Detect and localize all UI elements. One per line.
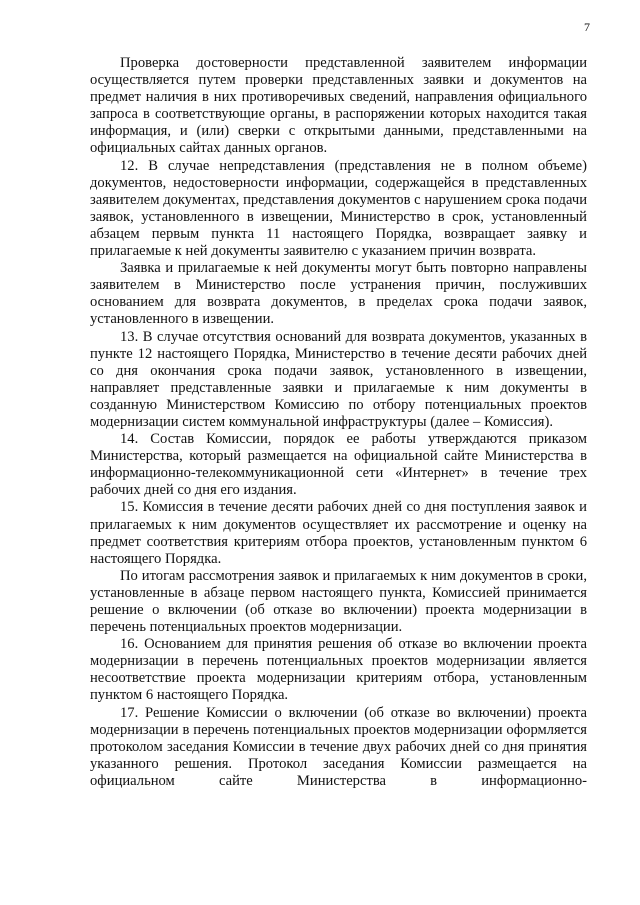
paragraph-resubmission: Заявка и прилагаемые к ней документы могут быть повторно направлены заявителем в Министерство после устранения причин, послуживших основанием для возврата документов, в пределах срока подачи заявок, установленного в извещении. — [90, 260, 587, 328]
paragraph-item-14: 14. Состав Комиссии, порядок ее работы утверждаются приказом Министерства, который размещается на официальной сайте Министерства в информационно-телекоммуникационной сети «Интернет» в течение трех рабочих дней со дня его издания. — [90, 431, 587, 499]
paragraph-review-results: По итогам рассмотрения заявок и прилагаемых к ним документов в сроки, установленные в абзаце первом настоящего пункта, Комиссией принимается решение о включении (об отказе во включении) проекта модернизации в перечень потенциальных проектов модернизации. — [90, 567, 587, 636]
paragraph-item-16: 16. Основанием для принятия решения об отказе во включении проекта модернизации в перечень потенциальных проектов модернизации является несоответствие проекта модернизации критериям отбора, установленным пунктом 6 настоящего Порядка. — [90, 636, 587, 704]
document-body — [90, 55, 587, 790]
paragraph-item-12: 12. В случае непредставления (представления не в полном объеме) документов, недостоверности информации, содержащейся в представленных заявителем документах, представления документов с нарушением срока подачи заявок, установленного в извещении, Министерство в срок, установленный абзацем первым пункта 11 настоящего Порядка, возвращает заявку и прилагаемые к ней документы заявителю с указанием причин возврата. — [90, 157, 587, 260]
paragraph-item-13: 13. В случае отсутствия оснований для возврата документов, указанных в пункте 12 настоящего Порядка, Министерство в течение десяти рабочих дней со дня окончания срока подачи заявок, установленного в извещении, направляет представленные заявки и прилагаемые к ним документы в созданную Министерством Комиссию по отбору потенциальных проектов модернизации систем коммунальной инфраструктуры (далее – Комиссия). — [90, 328, 587, 430]
paragraph-verification: Проверка достоверности представленной заявителем информации осуществляется путем проверки представленных заявки и документов на предмет наличия в них противоречивых сведений, направления официального запроса в соответствующие органы, в распоряжении которых находится такая информация, и (или) сверки с открытыми данными, представленными на официальных сайтах данных органов. — [90, 55, 587, 157]
paragraph-item-15: 15. Комиссия в течение десяти рабочих дней со дня поступления заявок и прилагаемых к ним документов осуществляет их рассмотрение и оценку на предмет соответствия критериям отбора проектов, установленным пунктом 6 настоящего Порядка. — [90, 499, 587, 567]
page-number: 7 — [584, 20, 590, 34]
paragraph-item-17: 17. Решение Комиссии о включении (об отказе во включении) проекта модернизации в перечень потенциальных проектов модернизации оформляется протоколом заседания Комиссии в течение двух рабочих дней со дня принятия указанного решения. Протокол заседания Комиссии размещается на официальном сайте Министерства в информационно- — [90, 704, 587, 789]
